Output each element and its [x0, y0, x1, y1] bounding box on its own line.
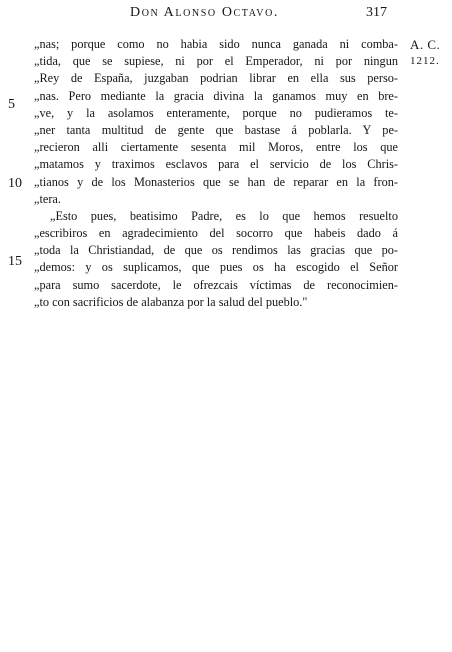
text-line: „demos: y os suplicamos, que pues os ha escogido el Señor: [34, 260, 398, 275]
text-line: „tianos y de los Monasterios que se han de reparar en la fron-: [34, 174, 398, 189]
body-text: [34, 36, 398, 311]
text-line: „ve, y la asolamos enteramente, porque no pudieramos te-: [34, 105, 398, 120]
text-line: „to con sacrificios de alabanza por la salud del pueblo.": [34, 294, 308, 309]
line-number-15: 15: [8, 254, 22, 269]
text-line: „recieron alli ciertamente sesenta mil Moros, entre los que: [34, 140, 398, 155]
text-line: „escribiros en agradecimiento del socorro que habeis dado á: [34, 226, 398, 241]
text-line: „matamos y traximos esclavos para el servicio de los Chris-: [34, 157, 398, 172]
text-line: „ner tanta multitud de gente que bastase á poblarla. Y pe-: [34, 122, 398, 137]
text-line: „tera.: [34, 191, 61, 206]
text-line: „para sumo sacerdote, le ofrezcais víctimas de reconocimien-: [34, 277, 398, 292]
page-number: 317: [366, 5, 387, 20]
line-number-10: 10: [8, 176, 22, 191]
line-number-5: 5: [8, 97, 15, 112]
text-line: „nas. Pero mediante la gracia divina la ganamos muy en bre-: [34, 88, 398, 103]
text-line: „tida, que se supiese, ni por el Emperador, ni por ningun: [34, 54, 398, 69]
paragraph-start-line: „Esto pues, beatisimo Padre, es lo que hemos resuelto: [50, 208, 398, 223]
text-line: „toda la Christiandad, de que os rendimos las gracias que po-: [34, 243, 398, 258]
text-line: „nas; porque como no habia sido nunca ganada ni comba-: [34, 37, 398, 51]
text-line: „Rey de España, juzgaban podrian librar en ella sus perso-: [34, 71, 398, 86]
running-header-title: Don Alonso Octavo.: [130, 5, 279, 20]
margin-era-label: A. C.: [410, 37, 441, 52]
margin-year: 1212.: [410, 55, 440, 67]
